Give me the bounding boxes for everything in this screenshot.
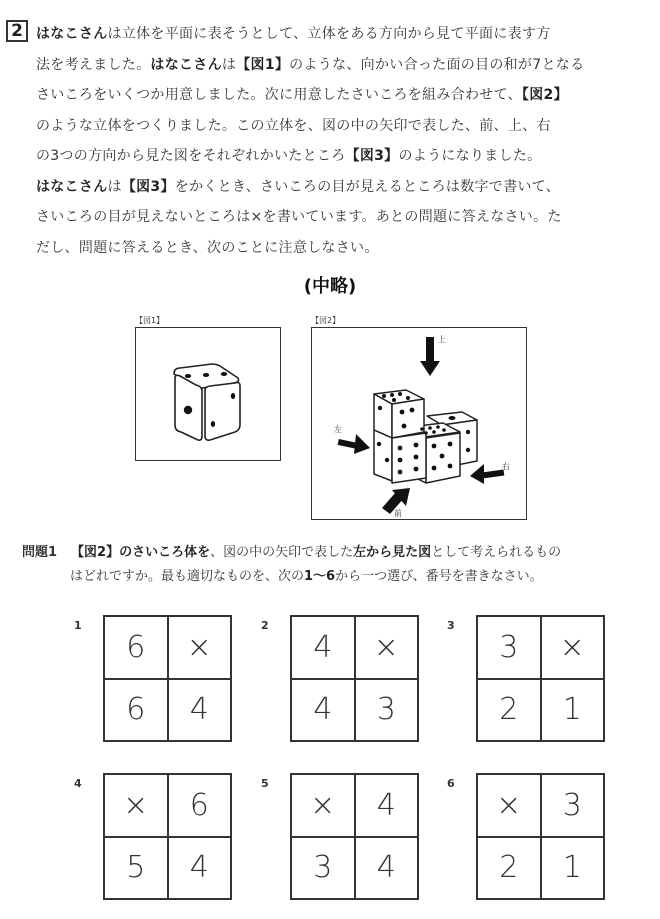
option-cell: 5 <box>104 837 168 900</box>
option-cell: 6 <box>168 774 232 837</box>
option-cell: 4 <box>168 837 232 900</box>
option-grid[interactable] <box>290 773 419 900</box>
arrow-label-top: 上 <box>438 335 446 344</box>
option-number: 4 <box>74 777 82 790</box>
figure1-die-illustration <box>136 328 282 462</box>
text-segment: 法を考えました。 <box>36 56 151 73</box>
option-cell: 1 <box>541 837 605 900</box>
option-cell: 3 <box>541 774 605 837</box>
arrow-label-right: 右 <box>502 462 510 471</box>
text-segment: として考えられるもの <box>431 545 562 560</box>
arrow-label-left: 左 <box>334 425 342 434</box>
figure1-label: 【図1】 <box>135 316 165 325</box>
text-segment: 【図3】 <box>121 178 175 195</box>
option-number: 2 <box>261 619 269 632</box>
text-segment: は <box>107 178 122 195</box>
question-number-box: 2 <box>6 20 28 42</box>
intro-line <box>36 233 648 264</box>
option-cell: × <box>477 774 541 837</box>
figure2-dice-stack-illustration <box>312 328 528 521</box>
intro-line <box>36 172 648 203</box>
text-segment: はなこさん <box>36 26 108 42</box>
option-grid[interactable] <box>103 773 232 900</box>
intro-line <box>36 202 648 233</box>
text-segment: 、図の中の矢印で表した <box>210 545 354 560</box>
option-cell: 1 <box>541 679 605 742</box>
intro-line <box>36 19 648 50</box>
text-segment: はなこさん <box>36 178 108 195</box>
text-segment: をかくとき、さいころの目が見えるところは数字で書いて、 <box>174 178 561 195</box>
omission-marker: (中略) <box>303 276 357 297</box>
text-segment: のようになりました。 <box>398 148 542 164</box>
option-cell: 6 <box>104 616 168 679</box>
option-grid[interactable] <box>103 615 232 742</box>
text-segment: 左から見た図 <box>353 545 432 560</box>
text-segment: 【図2】 <box>71 545 120 560</box>
option-number: 3 <box>447 619 455 632</box>
option-cell: 4 <box>291 679 355 742</box>
text-segment: は <box>221 56 237 73</box>
text-segment: のような立体をつくりました。この立体を、図の中の矢印で表した、前、上、右 <box>36 117 551 134</box>
text-segment: さいころの目が見えないところは×を書いています。あとの問題に答えなさい。た <box>36 209 562 225</box>
text-segment: 1〜6 <box>304 569 336 584</box>
option-number: 1 <box>74 619 82 632</box>
text-segment: 【図3】 <box>345 148 399 164</box>
figure2-box <box>311 327 527 520</box>
question1 <box>22 541 642 589</box>
text-segment: から一つ選び、番号を書きなさい。 <box>335 569 543 584</box>
option-grid[interactable] <box>290 615 419 742</box>
intro-line <box>36 80 648 111</box>
text-segment: さいころをいくつか用意しました。次に用意したさいころを組み合わせて、 <box>36 87 522 103</box>
arrow-label-front: 前 <box>394 509 402 518</box>
question1-tag: 問題1 <box>22 545 58 560</box>
option-grid[interactable] <box>476 773 605 900</box>
question1-line2 <box>22 565 642 589</box>
option-cell: 3 <box>477 616 541 679</box>
option-cell: 2 <box>477 837 541 900</box>
text-segment: だし、問題に答えるとき、次のことに注意しなさい。 <box>36 239 379 256</box>
text-segment: はなこさん <box>150 56 222 73</box>
text-segment: 【図1】 <box>236 56 290 73</box>
option-number: 6 <box>447 777 455 790</box>
option-cell: 4 <box>168 679 232 742</box>
text-segment: 【図2】 <box>521 87 568 103</box>
option-cell: × <box>541 616 605 679</box>
option-cell: 4 <box>291 616 355 679</box>
option-grid[interactable] <box>476 615 605 742</box>
text-segment: の3つの方向から見た図をそれぞれかいたところ <box>36 148 346 164</box>
intro-line <box>36 141 648 172</box>
text-segment: のような、向かい合った面の目の和が7となる <box>289 56 585 73</box>
option-cell: 2 <box>477 679 541 742</box>
option-cell: 3 <box>355 679 419 742</box>
problem-intro-text <box>36 19 648 263</box>
option-cell: × <box>355 616 419 679</box>
intro-line <box>36 50 648 81</box>
figure1-box <box>135 327 281 461</box>
option-cell: 4 <box>355 837 419 900</box>
question1-line1 <box>71 545 561 560</box>
intro-line <box>36 111 648 142</box>
text-segment: のさいころ体を <box>119 545 211 560</box>
figure2-label: 【図2】 <box>311 316 341 325</box>
option-cell: 6 <box>104 679 168 742</box>
option-cell: 3 <box>291 837 355 900</box>
text-segment: は立体を平面に表そうとして、立体をある方向から見て平面に表す方 <box>107 26 551 42</box>
option-cell: × <box>291 774 355 837</box>
option-cell: 4 <box>355 774 419 837</box>
option-number: 5 <box>261 777 269 790</box>
option-cell: × <box>168 616 232 679</box>
text-segment: はどれですか。最も適切なものを、次の <box>70 569 305 584</box>
option-cell: × <box>104 774 168 837</box>
